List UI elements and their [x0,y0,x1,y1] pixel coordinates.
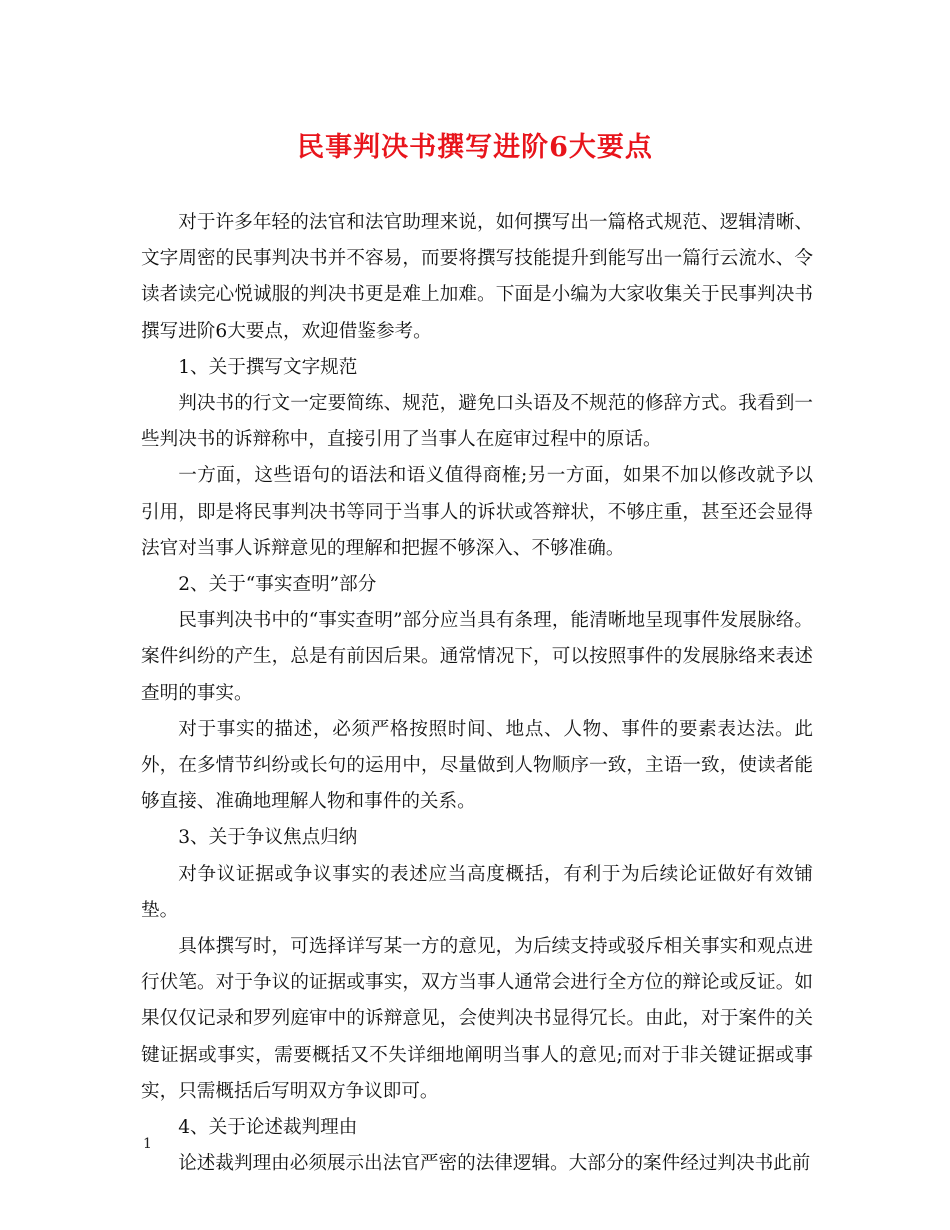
paragraph: 具体撰写时，可选择详写某一方的意见，为后续支持或驳斥相关事实和观点进行伏笔。对于争议的证据或事实，双方当事人通常会进行全方位的辩论或反证。如果仅仅记录和罗列庭审中的诉辩意见，会使判决书显得冗长。由此，对于案件的关键证据或事实，需要概括又不失详细地阐明当事人的意见;而对于非关键证据或事实，只需概括后写明双方争议即可。 [141,936,813,1102]
section-heading-2: 2、关于“事实查明”部分 [178,574,377,596]
paragraph: 判决书的行文一定要简练、规范，避免口头语及不规范的修辞方式。我看到一些判决书的诉辩称中，直接引用了当事人在庭审过程中的原话。 [141,393,813,451]
page-number: 1 [143,1136,152,1152]
paragraph: 对争议证据或争议事实的表述应当高度概括，有利于为后续论证做好有效铺垫。 [141,863,813,921]
document-body [141,205,813,1182]
document-title: 民事判决书撰写进阶6大要点 [297,132,653,163]
paragraph: 论述裁判理由必须展示出法官严密的法律逻辑。大部分的案件经过判决书此前 [178,1153,811,1175]
paragraph: 对于事实的描述，必须严格按照时间、地点、人物、事件的要素表达法。此外，在多情节纠纷或长句的运用中，尽量做到人物顺序一致，主语一致，使读者能够直接、准确地理解人物和事件的关系。 [141,718,813,813]
section-heading-4: 4、关于论述裁判理由 [178,1117,358,1139]
paragraph: 一方面，这些语句的语法和语义值得商榷;另一方面，如果不加以修改就予以引用，即是将民事判决书等同于当事人的诉状或答辩状，不够庄重，甚至还会显得法官对当事人诉辩意见的理解和把握不够深入、不够准确。 [141,465,813,559]
paragraph: 民事判决书中的“事实查明”部分应当具有条理，能清晰地呈现事件发展脉络。案件纠纷的产生，总是有前因后果。通常情况下，可以按照事件的发展脉络来表述查明的事实。 [141,610,813,704]
paragraph-intro: 对于许多年轻的法官和法官助理来说，如何撰写出一篇格式规范、逻辑清晰、文字周密的民事判决书并不容易，而要将撰写技能提升到能写出一篇行云流水、令读者读完心悦诚服的判决书更是难上加难。下面是小编为大家收集关于民事判决书撰写进阶6大要点，欢迎借鉴参考。 [141,212,813,342]
section-heading-1: 1、关于撰写文字规范 [178,356,358,378]
section-heading-3: 3、关于争议焦点归纳 [178,827,358,849]
